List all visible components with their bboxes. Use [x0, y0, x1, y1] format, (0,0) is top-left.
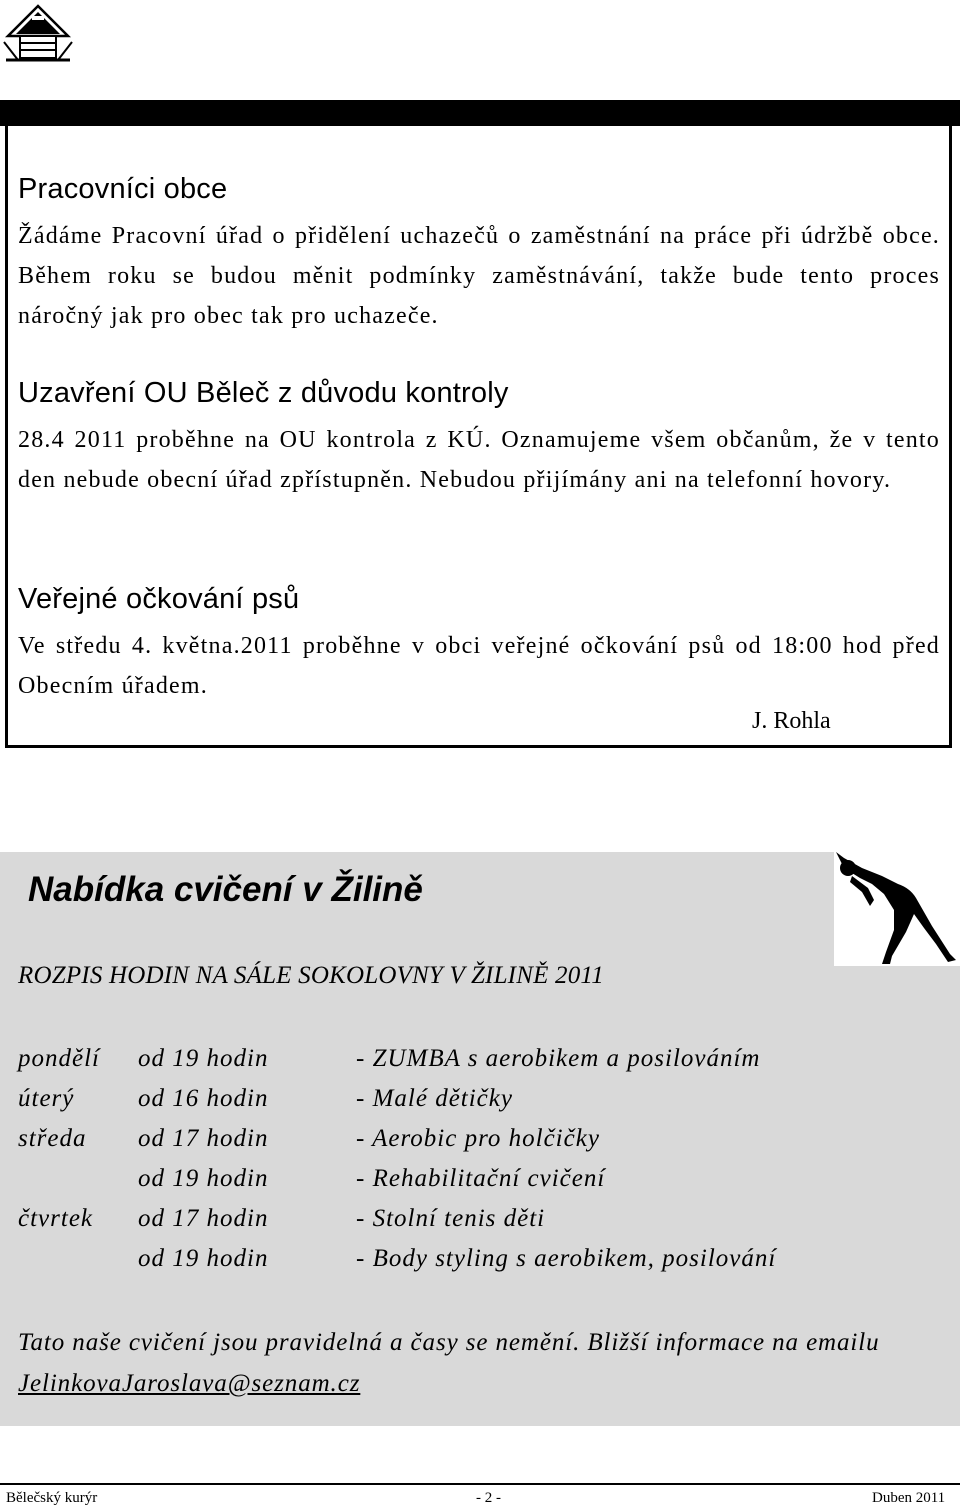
- schedule-time: od 19 hodin: [138, 1245, 269, 1272]
- exercise-note-text: Tato naše cvičení jsou pravidelná a časy se nemění. Bližší informace na emailu: [18, 1329, 880, 1356]
- schedule-time: od 17 hodin: [138, 1205, 269, 1232]
- email-link[interactable]: JelinkovaJaroslava@seznam.cz: [18, 1370, 361, 1397]
- schedule-time: od 19 hodin: [138, 1165, 269, 1192]
- village-logo-icon: [2, 2, 74, 66]
- schedule-subtitle: ROZPIS HODIN NA SÁLE SOKOLOVNY V ŽILINĚ 2011: [18, 962, 604, 989]
- exercise-title: Nabídka cvičení v Žilině: [28, 870, 423, 909]
- schedule-day: čtvrtek: [18, 1205, 94, 1232]
- schedule-activity: - Stolní tenis děti: [356, 1205, 546, 1232]
- section-text-vaccination: Ve středu 4. května.2011 proběhne v obci veřejné očkování psů od 18:00 hod před Obecním úřadem.: [18, 633, 940, 699]
- schedule-activity: - Rehabilitační cvičení: [356, 1165, 606, 1192]
- schedule-time: od 17 hodin: [138, 1125, 269, 1152]
- schedule-day: úterý: [18, 1085, 75, 1112]
- footer-date: Duben 2011: [872, 1490, 946, 1506]
- footer-page-number: - 2 -: [476, 1490, 501, 1506]
- footer-publication: Bělečský kurýr: [6, 1490, 98, 1506]
- schedule-time: od 16 hodin: [138, 1085, 269, 1112]
- schedule-day: pondělí: [18, 1045, 100, 1072]
- header-bar: [0, 100, 960, 126]
- schedule-time: od 19 hodin: [138, 1045, 269, 1072]
- schedule-day: středa: [18, 1125, 87, 1152]
- section-text-workers: Žádáme Pracovní úřad o přidělení uchazečů o zaměstnání na práce při údržbě obce. Během roku se budou měnit podmínky zaměstnávání, takže bude tento proces náročný jak pro obec tak pro uchazeče.: [18, 223, 940, 329]
- signature: J. Rohla: [752, 708, 831, 734]
- schedule-activity: - Body styling s aerobikem, posilování: [356, 1245, 777, 1272]
- schedule-activity: - Aerobic pro holčičky: [356, 1125, 600, 1152]
- footer-divider: [0, 1483, 960, 1485]
- exercise-figure-icon: [832, 848, 960, 968]
- section-title-workers: Pracovníci obce: [18, 173, 228, 205]
- schedule-activity: - ZUMBA s aerobikem a posilováním: [356, 1045, 761, 1072]
- section-text-office-closure: 28.4 2011 proběhne na OU kontrola z KÚ. Oznamujeme všem občanům, že v tento den nebude obecní úřad zpřístupněn. Nebudou přijímány ani na telefonní hovory.: [18, 427, 940, 493]
- exercise-note: [18, 1322, 938, 1404]
- section-title-office-closure: Uzavření OU Běleč z důvodu kontroly: [18, 377, 509, 409]
- section-title-vaccination: Veřejné očkování psů: [18, 583, 300, 615]
- schedule-activity: - Malé dětičky: [356, 1085, 513, 1112]
